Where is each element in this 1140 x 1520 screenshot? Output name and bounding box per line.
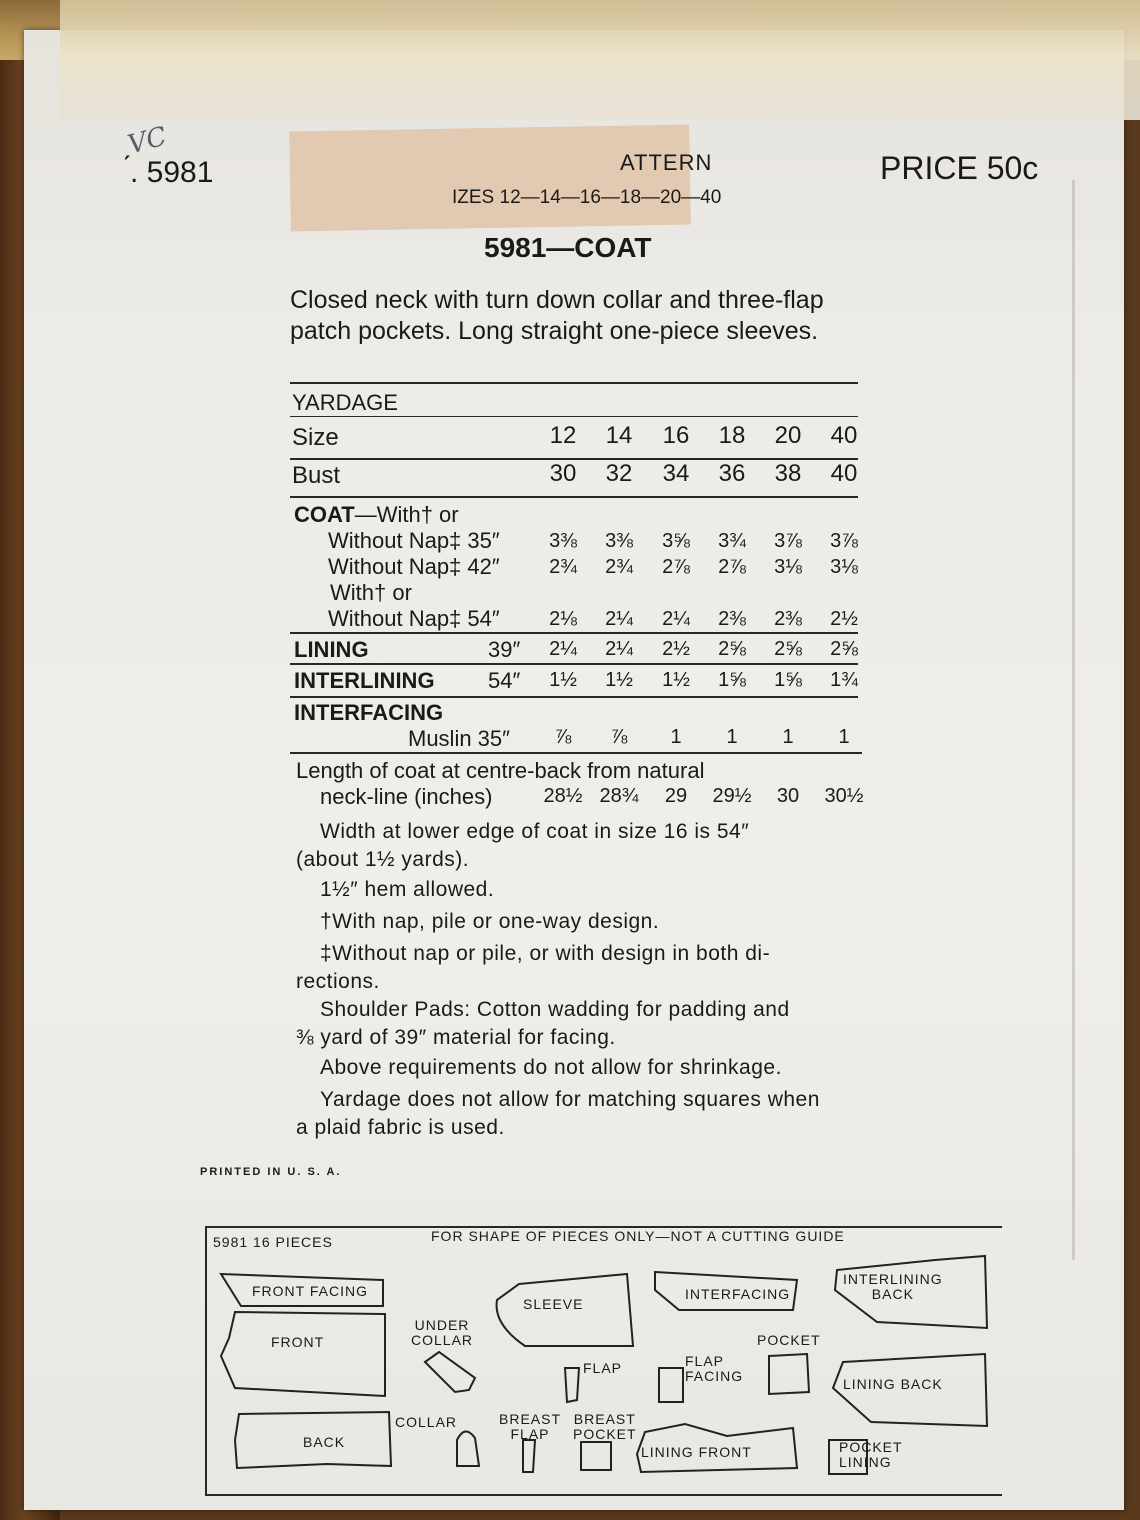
note-line: Above requirements do not allow for shrinkage. <box>320 1056 782 1079</box>
size-cell: 20 <box>774 422 802 449</box>
coat-row-label: Without Nap‡ 35″ <box>328 528 500 553</box>
bust-cell: 30 <box>549 460 577 487</box>
label-pocket-lining: POCKET LINING <box>839 1439 903 1470</box>
printed-in: PRINTED IN U. S. A. <box>200 1166 342 1178</box>
interlining-cell: 1⅝ <box>774 669 802 691</box>
pattern-number: ́. 5981 <box>130 156 214 189</box>
lining-cell: 2½ <box>662 638 690 660</box>
note-line: †With nap, pile or one-way design. <box>320 910 660 933</box>
pattern-pieces-diagram <box>205 1226 1002 1496</box>
interlining-cell: 1¾ <box>830 669 858 691</box>
size-cell: 14 <box>605 422 633 449</box>
note-line: a plaid fabric is used. <box>296 1116 505 1139</box>
lining-cell: 2⅝ <box>718 638 746 660</box>
coat-cell: 3⅞ <box>830 530 858 552</box>
interfacing-cell: 1 <box>838 726 850 748</box>
bust-cell: 34 <box>662 460 690 487</box>
bust-cell: 38 <box>774 460 802 487</box>
length-line-1: Length of coat at centre-back from natural <box>296 758 705 783</box>
note-line: (about 1½ yards). <box>296 848 470 871</box>
label-front-facing: FRONT FACING <box>252 1283 368 1299</box>
interfacing-label: INTERFACING <box>294 700 444 725</box>
torn-paper-edge <box>60 0 1140 120</box>
breast-pocket-shape <box>581 1442 611 1470</box>
lining-cell: 2¼ <box>549 638 577 660</box>
length-cell: 28½ <box>543 785 583 807</box>
interlining-cell: 1⅝ <box>718 669 746 691</box>
label-lining-back: LINING BACK <box>843 1376 943 1392</box>
note-line: ‡Without nap or pile, or with design in both di- <box>320 942 771 965</box>
coat-cell: 2⅜ <box>774 608 802 630</box>
handwritten-note: VC <box>124 121 170 161</box>
torn-strip <box>289 125 691 232</box>
label-breast-pocket: BREAST POCKET <box>573 1411 637 1442</box>
coat-cell: 2⅞ <box>718 556 746 578</box>
interlining-cell: 1½ <box>549 669 577 691</box>
coat-heading-suffix: —With† or <box>354 502 459 527</box>
interfacing-cell: 1 <box>782 726 794 748</box>
label-sleeve: SLEEVE <box>523 1296 584 1312</box>
under-collar-shape <box>425 1352 475 1392</box>
front-shape <box>221 1312 385 1396</box>
table-rule <box>290 496 858 498</box>
label-interfacing: INTERFACING <box>685 1286 791 1302</box>
table-rule <box>290 696 858 698</box>
label-interlining-back: INTERLINING BACK <box>843 1271 943 1302</box>
length-cell: 30 <box>776 785 800 807</box>
pocket-shape <box>769 1354 809 1394</box>
pieces-note: FOR SHAPE OF PIECES ONLY—NOT A CUTTING GUIDE <box>431 1228 845 1244</box>
lining-width: 39″ <box>488 637 521 662</box>
coat-row-label: Without Nap‡ 54″ <box>328 606 500 631</box>
interlining-cell: 1½ <box>605 669 633 691</box>
lining-cell: 2⅝ <box>830 638 858 660</box>
coat-cell: 2¾ <box>605 556 633 578</box>
flap-facing-shape <box>659 1368 683 1402</box>
length-cell: 28¾ <box>599 785 639 807</box>
table-rule <box>290 416 858 417</box>
collar-shape <box>457 1431 479 1466</box>
coat-row-label: With† or <box>330 580 412 605</box>
note-line: rections. <box>296 970 380 993</box>
pieces-count: 5981 16 PIECES <box>213 1234 333 1250</box>
interlining-cell: 1½ <box>662 669 690 691</box>
description: Closed neck with turn down collar and three-flap patch pockets. Long straight one-piece sleeves. <box>290 286 824 345</box>
note-line: Shoulder Pads: Cotton wadding for padding and <box>320 998 790 1021</box>
coat-cell: 2¼ <box>662 608 690 630</box>
coat-cell: 2⅜ <box>718 608 746 630</box>
length-cell: 29 <box>664 785 688 807</box>
label-collar: COLLAR <box>395 1414 458 1430</box>
label-breast-flap: BREAST FLAP <box>499 1411 562 1442</box>
label-front: FRONT <box>271 1334 325 1350</box>
length-label: neck-line (inches) <box>320 784 493 809</box>
interfacing-cell: 1 <box>670 726 682 748</box>
flap-shape <box>565 1368 579 1402</box>
interfacing-cell: 1 <box>726 726 738 748</box>
coat-cell: 3⅛ <box>774 556 802 578</box>
coat-cell: 2⅛ <box>549 608 577 630</box>
bust-cell: 40 <box>830 460 858 487</box>
table-rule <box>290 752 862 754</box>
note-line: Width at lower edge of coat in size 16 is 54″ <box>320 820 750 843</box>
lining-cell: 2¼ <box>605 638 633 660</box>
length-cell: 29½ <box>712 785 752 807</box>
label-under-collar: UNDER COLLAR <box>411 1317 474 1348</box>
interlining-width: 54″ <box>488 668 521 693</box>
coat-cell: 3⅝ <box>662 530 690 552</box>
coat-cell: 2½ <box>830 608 858 630</box>
label-lining-front: LINING FRONT <box>641 1444 752 1460</box>
size-label: Size <box>292 424 339 451</box>
coat-label <box>294 502 459 528</box>
table-rule <box>290 663 858 665</box>
lining-cell: 2⅝ <box>774 638 802 660</box>
label-flap-facing: FLAP FACING <box>685 1353 744 1384</box>
coat-cell: 3⅛ <box>830 556 858 578</box>
interlining-label: INTERLINING <box>294 668 435 693</box>
note-line: Yardage does not allow for matching squares when <box>320 1088 820 1111</box>
coat-heading: COAT <box>294 502 355 527</box>
coat-cell: 2⅞ <box>662 556 690 578</box>
pattern-word: ATTERN <box>620 150 713 175</box>
coat-cell: 2¼ <box>605 608 633 630</box>
size-cell: 12 <box>549 422 577 449</box>
size-range: IZES 12—14—16—18—20—40 <box>452 187 722 208</box>
breast-flap-shape <box>523 1440 535 1472</box>
coat-row-label: Without Nap‡ 42″ <box>328 554 500 579</box>
envelope-fold <box>1072 180 1075 1260</box>
note-line: ⅜ yard of 39″ material for facing. <box>296 1026 616 1049</box>
coat-cell: 3⅜ <box>605 530 633 552</box>
lining-label: LINING <box>294 637 369 662</box>
size-cell: 18 <box>718 422 746 449</box>
interfacing-cell: ⅞ <box>554 726 572 748</box>
price: PRICE 50c <box>880 150 1039 186</box>
coat-cell: 3¾ <box>718 530 746 552</box>
bust-cell: 32 <box>605 460 633 487</box>
yardage-heading: YARDAGE <box>292 390 398 415</box>
size-cell: 16 <box>662 422 690 449</box>
interfacing-cell: ⅞ <box>610 726 628 748</box>
label-back: BACK <box>303 1434 346 1450</box>
size-cell: 40 <box>830 422 858 449</box>
page-title: 5981—COAT <box>484 232 652 263</box>
bust-cell: 36 <box>718 460 746 487</box>
note-line: 1½″ hem allowed. <box>320 878 495 901</box>
label-pocket: POCKET <box>757 1332 821 1348</box>
table-rule <box>290 632 858 634</box>
length-cell: 30½ <box>824 785 864 807</box>
bust-label: Bust <box>292 462 341 489</box>
table-rule <box>290 382 858 384</box>
label-flap: FLAP <box>583 1360 623 1376</box>
interfacing-sub: Muslin 35″ <box>408 726 510 751</box>
coat-cell: 2¾ <box>549 556 577 578</box>
coat-cell: 3⅜ <box>549 530 577 552</box>
coat-cell: 3⅞ <box>774 530 802 552</box>
